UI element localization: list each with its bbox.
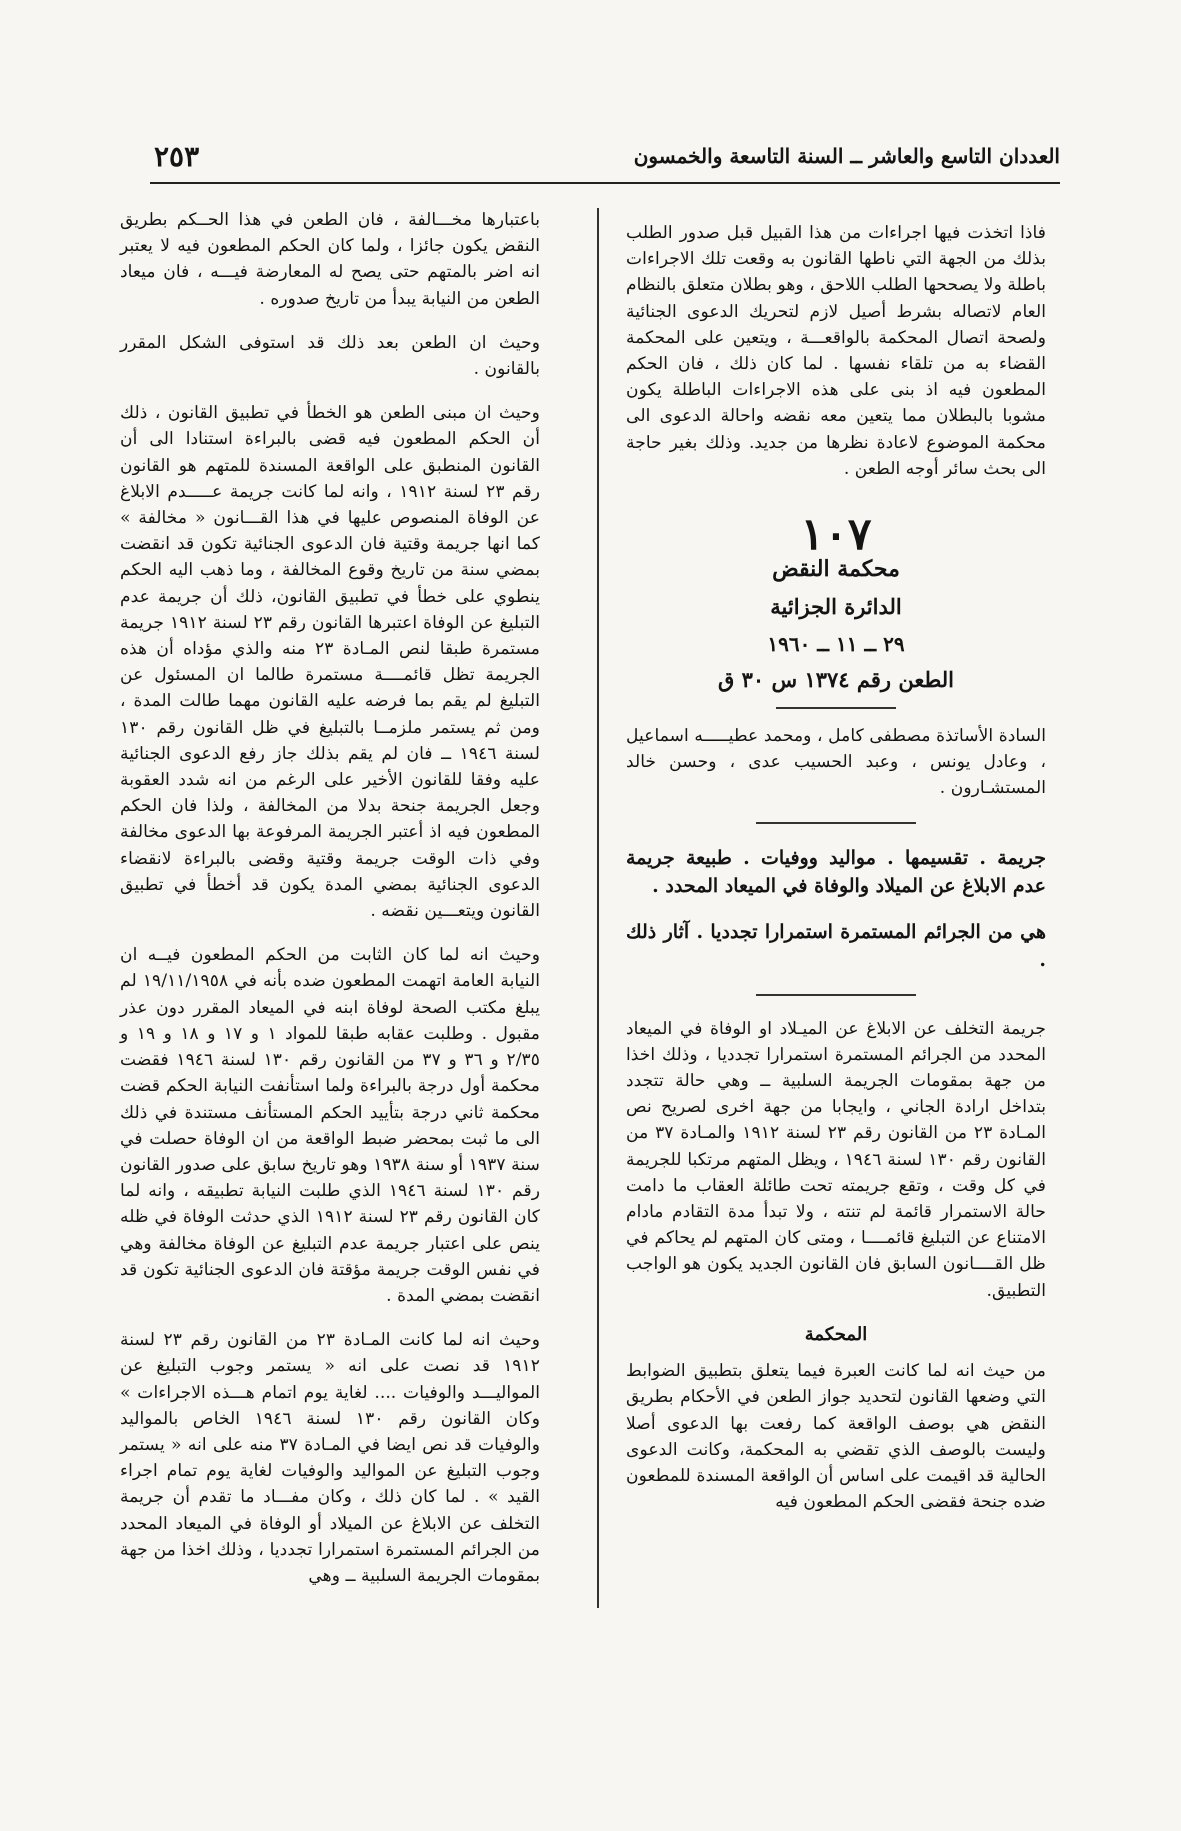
court-paragraph: من حيث انه لما كانت العبرة فيما يتعلق بتطبيق الضوابط التي وضعها القانون لتحديد جواز الطعن في الأحكام بطريق النقض هي بوصف الواقعة كما رفعت بها الدعوى أصلا وليست بالوصف الذي تقضي به المحكمة، وكانت الدعوى الحالية قد اقيمت على اساس أن الواقعة المسندة للمطعون ضده جنحة فقضى الحكم المطعون فيه <box>626 1361 1046 1513</box>
headnote: هي من الجرائم المستمرة استمرارا تجدديا . آثار ذلك . <box>626 920 1046 971</box>
right-column <box>626 220 1046 1533</box>
divider <box>756 822 916 824</box>
appeal-number: الطعن رقم ١٣٧٤ س ٣٠ ق <box>718 666 954 692</box>
column-divider <box>597 208 599 1608</box>
judgment-date: ٢٩ ــ ١١ ــ ١٩٦٠ <box>767 631 905 656</box>
left-column <box>120 207 540 1607</box>
paragraph: باعتبارها مخـــالفة ، فان الطعن في هذا الحــكم بطريق النقض يكون جائزا ، ولما كان الحكم المطعون فيه لا يعتبر انه اضر بالمتهم حتى يصح له المعارضة فيـــه ، فان ميعاد الطعن من النيابة يبدأ من تاريخ صدوره . <box>120 210 540 309</box>
paragraph: وحيث ان مبنى الطعن هو الخطأ في تطبيق القانون ، ذلك أن الحكم المطعون فيه قضى بالبراءة استنادا الى أن القانون المنطبق على الواقعة المسندة للمتهم هو القانون رقم ٢٣ لسنة ١٩١٢ ، وانه لما كانت جريمة عـــــدم الابلاغ عن الوفاة المنصوص عليها في هذا القـــانون « مخالفة » كما انها جريمة وقتية فان الدعوى الجنائية تكون قد انقضت بمضي سنة من تاريخ وقوع المخالفة ، وما ذهب اليه الحكم ينطوي على خطأ في تطبيق القانون، ذلك أن جريمة عدم التبليغ عن الوفاة اعتبرها القانون رقم ٢٣ لسنة ١٩١٢ جريمة مستمرة طبقا لنص المـادة ٢٣ منه والذي مؤداه أن هذه الجريمة تظل قائمــــة مستمرة طالما ان المسئول عن التبليغ لم يقم بما فرضه عليه القانون مهما طالت المدة ، ومن ثم يستمر ملزمــا بالتبليغ في ظل القانون رقم ١٣٠ لسنة ١٩٤٦ ــ فان لم يقم بذلك جاز رفع الدعوى الجنائية عليه وفقا للقانون الأخير على الرغم من انه شدد العقوبة وجعل الجريمة جنحة بدلا من المخالفة ، ولذا فان الحكم المطعون فيه اذ أعتبر الجريمة المرفوعة بها الدعوى مخالفة وفي ذات الوقت جريمة وقتية وقضى بالبراءة لانقضاء الدعوى الجنائية بمضي المدة يكون قد أخطأ في تطبيق القانون ويتعـــين نقضه . <box>120 403 541 922</box>
legal-principle: جريمة التخلف عن الابلاغ عن الميـلاد او الوفاة في الميعاد المحدد من الجرائم المستمرة استمرارا تجدديا ، وذلك اخذا من جهة بمقومات الجريمة السلبية ــ وهي حالة تتجدد بتداخل ارادة الجاني ، وايجابا من جهة اخرى لصريح نص المـادة ٢٣ من القانون رقم ٢٣ لسنة ١٩١٢ والمـادة ٣٧ من القانون رقم ١٣٠ لسنة ١٩٤٦ ، ويظل المتهم مرتكبا للجريمة في كل وقت ، وتقع جريمته تحت طائلة العقاب ما دامت حالة الاستمرار قائمة لم تنته ، ولا تبدأ مدة التقادم مادام الامتناع عن التبليغ قائمــــا ، ومتى كان المتهم لم يحاكم في ظل القــــانون السابق فان القانون الجديد يكون هو الواجب التطبيق. <box>626 1018 1046 1301</box>
case-number: ١٠٧ <box>800 509 872 561</box>
bench-members: السادة الأساتذة مصطفى كامل ، ومحمد عطيـــــه اسماعيل ، وعادل يونس ، وعبد الحسيب عدى ، وحسن خالد المستشـارون . <box>626 726 1046 799</box>
page-number: ٢٥٣ <box>154 140 200 173</box>
divider <box>756 994 916 996</box>
paragraph: وحيث انه لما كانت المـادة ٢٣ من القانون رقم ٢٣ لسنة ١٩١٢ قد نصت على انه « يستمر وجوب التبليغ عن المواليـــد والوفيات .... لغاية يوم اتمام هـــذه الاجراءات » وكان القانون رقم ١٣٠ لسنة ١٩٤٦ الخاص بالمواليد والوفيات قد نص ايضا في المـادة ٣٧ منه على انه « يستمر وجوب التبليغ عن المواليد والوفيات لغاية يوم تمام اجراء القيد » . لما كان ذلك ، وكان مفـــاد ما تقدم أن جريمة التخلف عن الابلاغ عن الميلاد أو الوفاة في الميعاد المحدد من الجرائم المستمرة استمرارا تجدديا ، وذلك اخذا من جهة بمقومات الجريمة السلبية ــ وهي <box>120 1330 541 1586</box>
intro-paragraph: فاذا اتخذت فيها اجراءات من هذا القبيل قبل صدور الطلب بذلك من الجهة التي ناطها القانون به وقعت تلك الاجراءات باطلة ولا يصححها الطلب اللاحق ، وهو بطلان متعلق بالنظام العام لاتصاله بشرط أصيل لازم لتحريك الدعوى الجنائية ولصحة اتصال المحكمة بالواقعـــة ، ويتعين على المحكمة القضاء به من تلقاء نفسها . لما كان ذلك ، فان الحكم المطعون فيه اذ بنى على هذه الاجراءات الباطلة يكون مشوبا بالبطلان مما يتعين معه نقضه واحالة الدعوى الى محكمة الموضوع لاعادة نظرها من جديد. وذلك بغير حاجة الى بحث سائر أوجه الطعن . <box>626 223 1046 479</box>
paragraph: وحيث انه لما كان الثابت من الحكم المطعون فيــه ان النيابة العامة اتهمت المطعون ضده بأنه في ١٩/١١/١٩٥٨ لم يبلغ مكتب الصحة لوفاة ابنه في الميعاد المقرر دون عذر مقبول . وطلبت عقابه طبقا للمواد ١ و ١٧ و ١٨ و ١٩ و ٢/٣٥ و ٣٦ و ٣٧ من القانون رقم ١٣٠ لسنة ١٩٤٦ فقضت محكمة أول درجة بالبراءة ولما استأنفت النيابة الحكم قضت محكمة ثاني درجة بتأييد الحكم المستأنف مستندة في ذلك الى ما ثبت بمحضر ضبط الواقعة من ان الوفاة حصلت في سنة ١٩٣٧ أو سنة ١٩٣٨ وهو تاريخ سابق على صدور القانون رقم ١٣٠ لسنة ١٩٤٦ الذي طلبت النيابة تطبيقه ، وانه لما كان القانون رقم ٢٣ لسنة ١٩١٢ الذي حدثت الوفاة في ظله ينص على اعتبار جريمة عدم التبليغ عن الوفاة مخالفة وهي في نفس الوقت جريمة مؤقتة فان الدعوى الجنائية تكون قد انقضت بمضي المدة . <box>120 945 541 1306</box>
page-header <box>150 140 1060 184</box>
running-head: العددان التاسع والعاشر ــ السنة التاسعة والخمسون <box>633 144 1060 168</box>
circuit-name: الدائرة الجزائية <box>770 594 902 620</box>
divider <box>776 707 896 709</box>
section-title: المحكمة <box>804 1323 868 1345</box>
court-name: محكمة النقض <box>772 556 900 583</box>
headnote: جريمة . تقسيمها . مواليد ووفيات . طبيعة جريمة عدم الابلاغ عن الميلاد والوفاة في الميعاد المحدد . <box>626 846 1046 897</box>
paragraph: وحيث ان الطعن بعد ذلك قد استوفى الشكل المقرر بالقانون . <box>120 332 540 380</box>
